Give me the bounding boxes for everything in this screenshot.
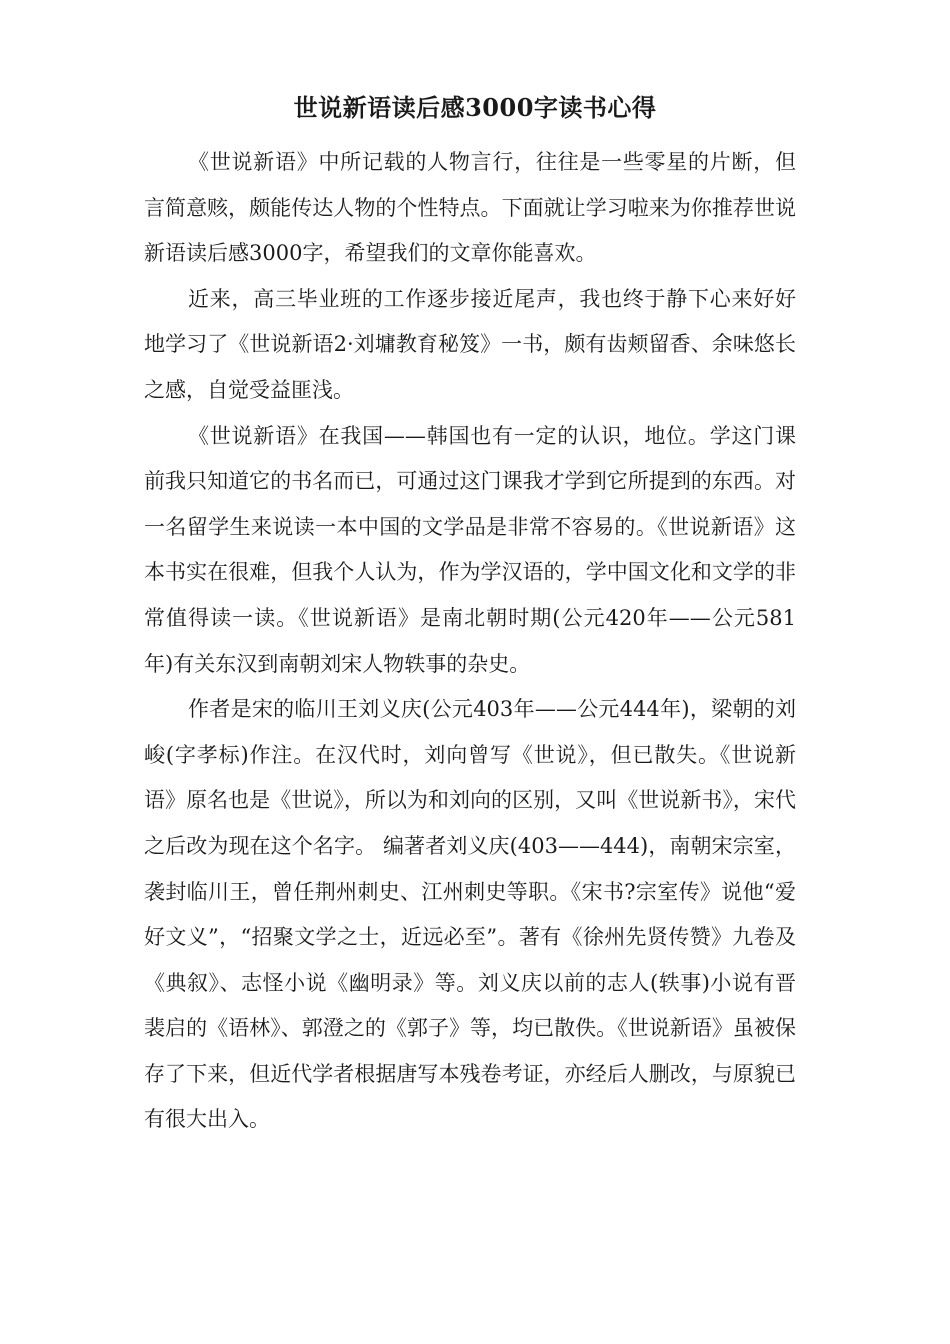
paragraph-author: 作者是宋的临川王刘义庆(公元403年——公元444年)，梁朝的刘峻(字孝标)作注。在汉代时，刘向曾写《世说》，但已散失。《世说新语》原名也是《世说》，所以为和刘向的区别，又叫《世说新书》，宋代之后改为现在这个名字。 编著者刘义庆(403——444)，南朝宋宗室，袭封临川王，曾任荆州刺史、江州刺史等职。《宋书?宗室传》说他“爱好文义”，“招聚文学之士，近远必至”。著有《徐州先贤传赞》九卷及《典叙》、志怪小说《幽明录》等。刘义庆以前的志人(轶事)小说有晋裴启的《语林》、郭澄之的《郭子》等，均已散佚。《世说新语》虽被保存了下来，但近代学者根据唐写本残卷考证，亦经后人删改，与原貌已有很大出入。 (144, 697, 796, 1132)
document-title: 世说新语读后感3000字读书心得 (293, 93, 657, 122)
paragraph-reading: 近来，高三毕业班的工作逐步接近尾声，我也终于静下心来好好地学习了《世说新语2·刘墉教育秘笈》一书，颇有齿颊留香、余味悠长之感，自觉受益匪浅。 (144, 286, 796, 402)
document-body (144, 140, 796, 1143)
paragraph-background: 《世说新语》在我国——韩国也有一定的认识，地位。学这门课前我只知道它的书名而已，可通过这门课我才学到它所提到的东西。对一名留学生来说读一本中国的文学品是非常不容易的。《世说新语》这本书实在很难，但我个人认为，作为学汉语的，学中国文化和文学的非常值得读一读。《世说新语》是南北朝时期(公元420年——公元581年)有关东汉到南朝刘宋人物轶事的杂史。 (144, 423, 796, 676)
paragraph-intro: 《世说新语》中所记载的人物言行，往往是一些零星的片断，但言简意赅，颇能传达人物的个性特点。下面就让学习啦来为你推荐世说新语读后感3000字，希望我们的文章你能喜欢。 (144, 150, 796, 266)
